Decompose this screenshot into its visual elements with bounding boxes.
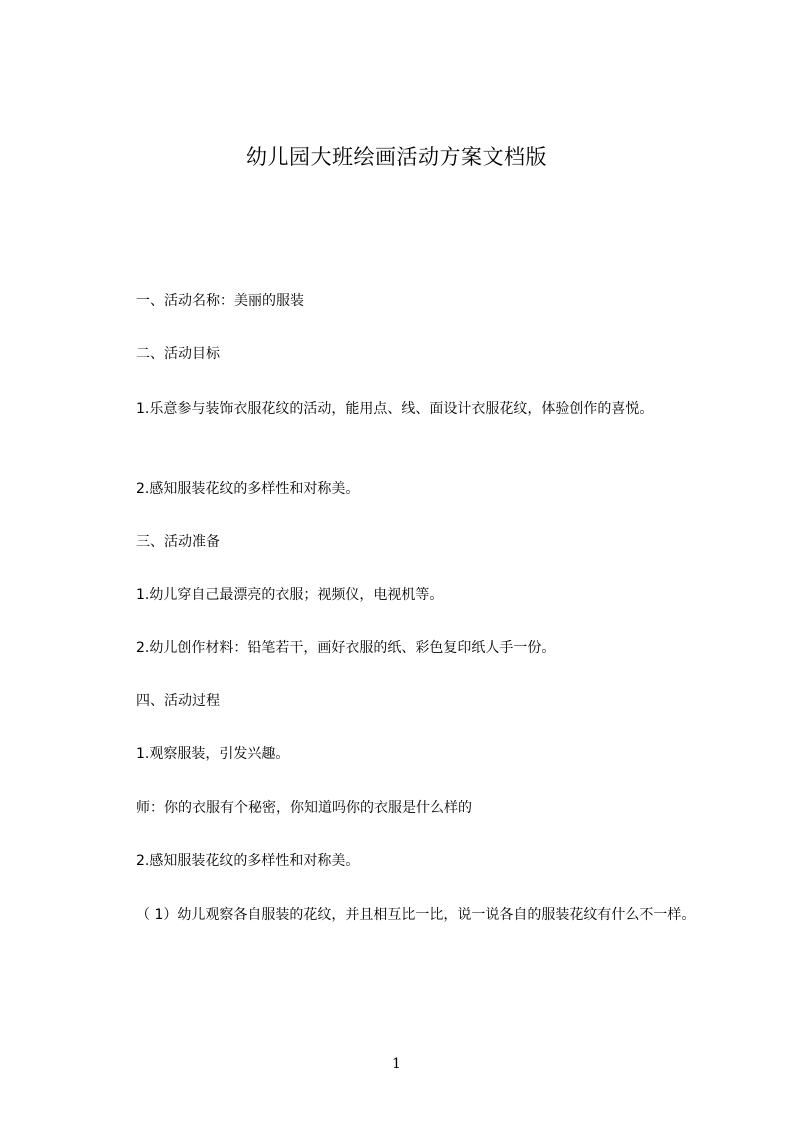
teacher-prompt: 师：你的衣服有个秘密，你知道吗你的衣服是什么样的 — [136, 800, 472, 816]
section-heading-activity-process: 四、活动过程 — [136, 693, 220, 709]
document-title: 幼儿园大班绘画活动方案文档版 — [246, 145, 547, 169]
section-heading-activity-goals: 二、活动目标 — [136, 346, 220, 362]
preparation-item-2: 2.幼儿创作材料：铅笔若干，画好衣服的纸、彩色复印纸人手一份。 — [136, 640, 556, 656]
page-number: 1 — [392, 1056, 401, 1072]
process-item-2: 2.感知服装花纹的多样性和对称美。 — [136, 853, 360, 869]
preparation-item-1: 1.幼儿穿自己最漂亮的衣服；视频仪，电视机等。 — [136, 587, 444, 603]
goal-item-1: 1.乐意参与装饰衣服花纹的活动，能用点、线、面设计衣服花纹，体验创作的喜悦。 — [136, 401, 654, 417]
process-subitem-1: （ 1）幼儿观察各自服装的花纹，并且相互比一比，说一说各自的服装花纹有什么不一样。 — [136, 907, 696, 923]
section-heading-activity-preparation: 三、活动准备 — [136, 534, 220, 550]
process-item-1: 1.观察服装，引发兴趣。 — [136, 746, 290, 762]
goal-item-2: 2.感知服装花纹的多样性和对称美。 — [136, 481, 360, 497]
section-heading-activity-name: 一、活动名称：美丽的服装 — [136, 293, 304, 309]
